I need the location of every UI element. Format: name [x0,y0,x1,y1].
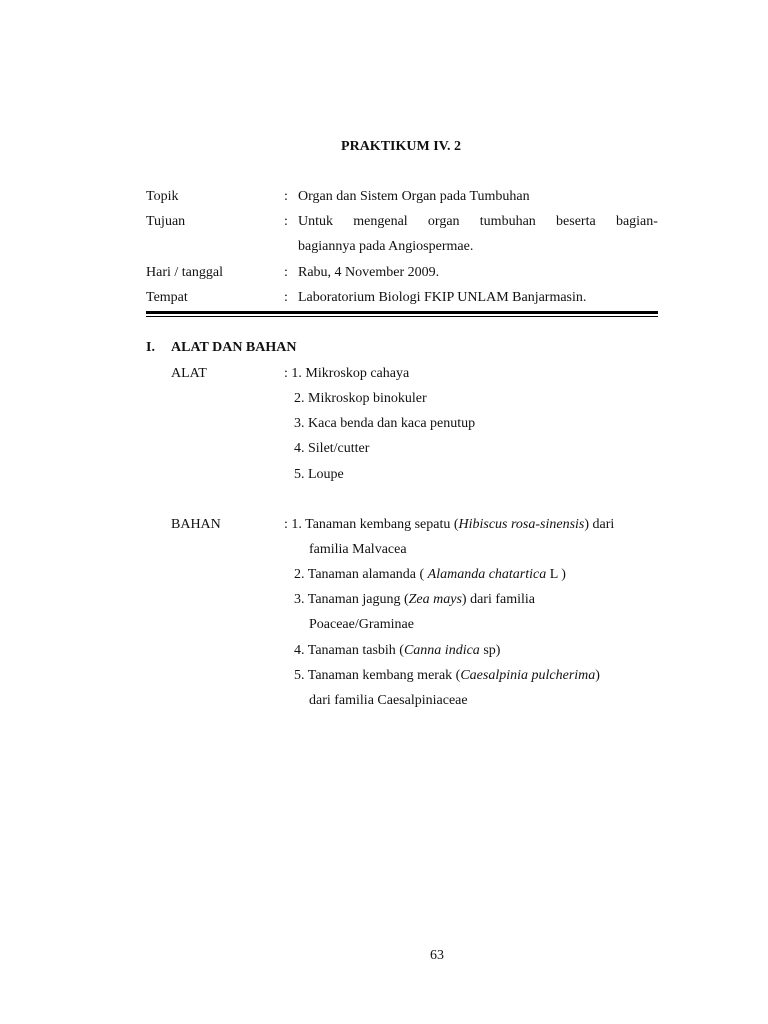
bahan-item [294,667,600,685]
tujuan-word: bagian- [615,214,658,229]
alat-colon: : [284,366,292,381]
bahan-text: ) dari [584,517,615,532]
bahan-text: Tanaman tasbih ( [307,643,404,658]
alat-label: ALAT [171,366,207,381]
alat-item-text: 1. Mikroskop cahaya [291,366,410,381]
bahan-item-continuation: familia Malvacea [309,542,407,557]
bahan-text: L ) [546,567,566,582]
bahan-item [284,516,614,534]
tujuan-line-2: bagiannya pada Angiospermae. [298,239,474,254]
section-number: I. [146,340,155,355]
topik-colon: : [284,189,288,204]
tujuan-word: mengenal [353,214,408,229]
latin-name: Alamanda chatartica [427,567,547,582]
bahan-text: ) dari familia [461,592,535,607]
alat-item: 2. Mikroskop binokuler [294,391,427,406]
bahan-num: 3. [294,592,305,607]
bahan-label: BAHAN [171,517,221,532]
bahan-item [294,591,535,609]
bahan-num: 1. [291,517,302,532]
alat-item [284,365,409,383]
latin-name: Hibiscus rosa-sinensis [458,517,585,532]
divider-thin [146,316,658,317]
tempat-colon: : [284,290,288,305]
bahan-num: 4. [294,643,305,658]
bahan-num: 5. [294,668,305,683]
tempat-value: Laboratorium Biologi FKIP UNLAM Banjarmasin. [298,290,587,305]
alat-item: 4. Silet/cutter [294,441,370,456]
latin-name: Canna indica [403,643,480,658]
tempat-label: Tempat [146,290,188,305]
hari-label: Hari / tanggal [146,265,223,280]
bahan-text: ) [595,668,600,683]
tujuan-word: tumbuhan [479,214,536,229]
hari-colon: : [284,265,288,280]
tujuan-word: beserta [556,214,596,229]
topik-value: Organ dan Sistem Organ pada Tumbuhan [298,189,530,204]
bahan-num: 2. [294,567,305,582]
bahan-item-continuation: Poaceae/Graminae [309,617,414,632]
divider-thick [146,311,658,314]
hari-value: Rabu, 4 November 2009. [298,265,440,280]
tujuan-colon: : [284,214,288,229]
page-title: PRAKTIKUM IV. 2 [341,139,461,154]
latin-name: Caesalpinia pulcherima [460,668,596,683]
alat-item: 3. Kaca benda dan kaca penutup [294,416,476,431]
topik-label: Topik [146,189,179,204]
section-title: ALAT DAN BAHAN [171,340,297,355]
bahan-colon: : [284,517,292,532]
bahan-text: Tanaman kembang merak ( [307,668,461,683]
tujuan-word: Untuk [298,214,333,229]
bahan-item-continuation: dari familia Caesalpiniaceae [309,693,468,708]
bahan-text: sp) [479,643,501,658]
tujuan-word: organ [427,214,460,229]
bahan-text: Tanaman alamanda ( [307,567,428,582]
alat-item: 5. Loupe [294,467,344,482]
bahan-text: Tanaman kembang sepatu ( [305,517,459,532]
bahan-item [294,566,566,584]
page-number: 63 [430,948,444,963]
latin-name: Zea mays [408,592,462,607]
tujuan-label: Tujuan [146,214,186,229]
bahan-text: Tanaman jagung ( [307,592,409,607]
bahan-item [294,642,500,660]
tujuan-line-1 [298,213,658,231]
